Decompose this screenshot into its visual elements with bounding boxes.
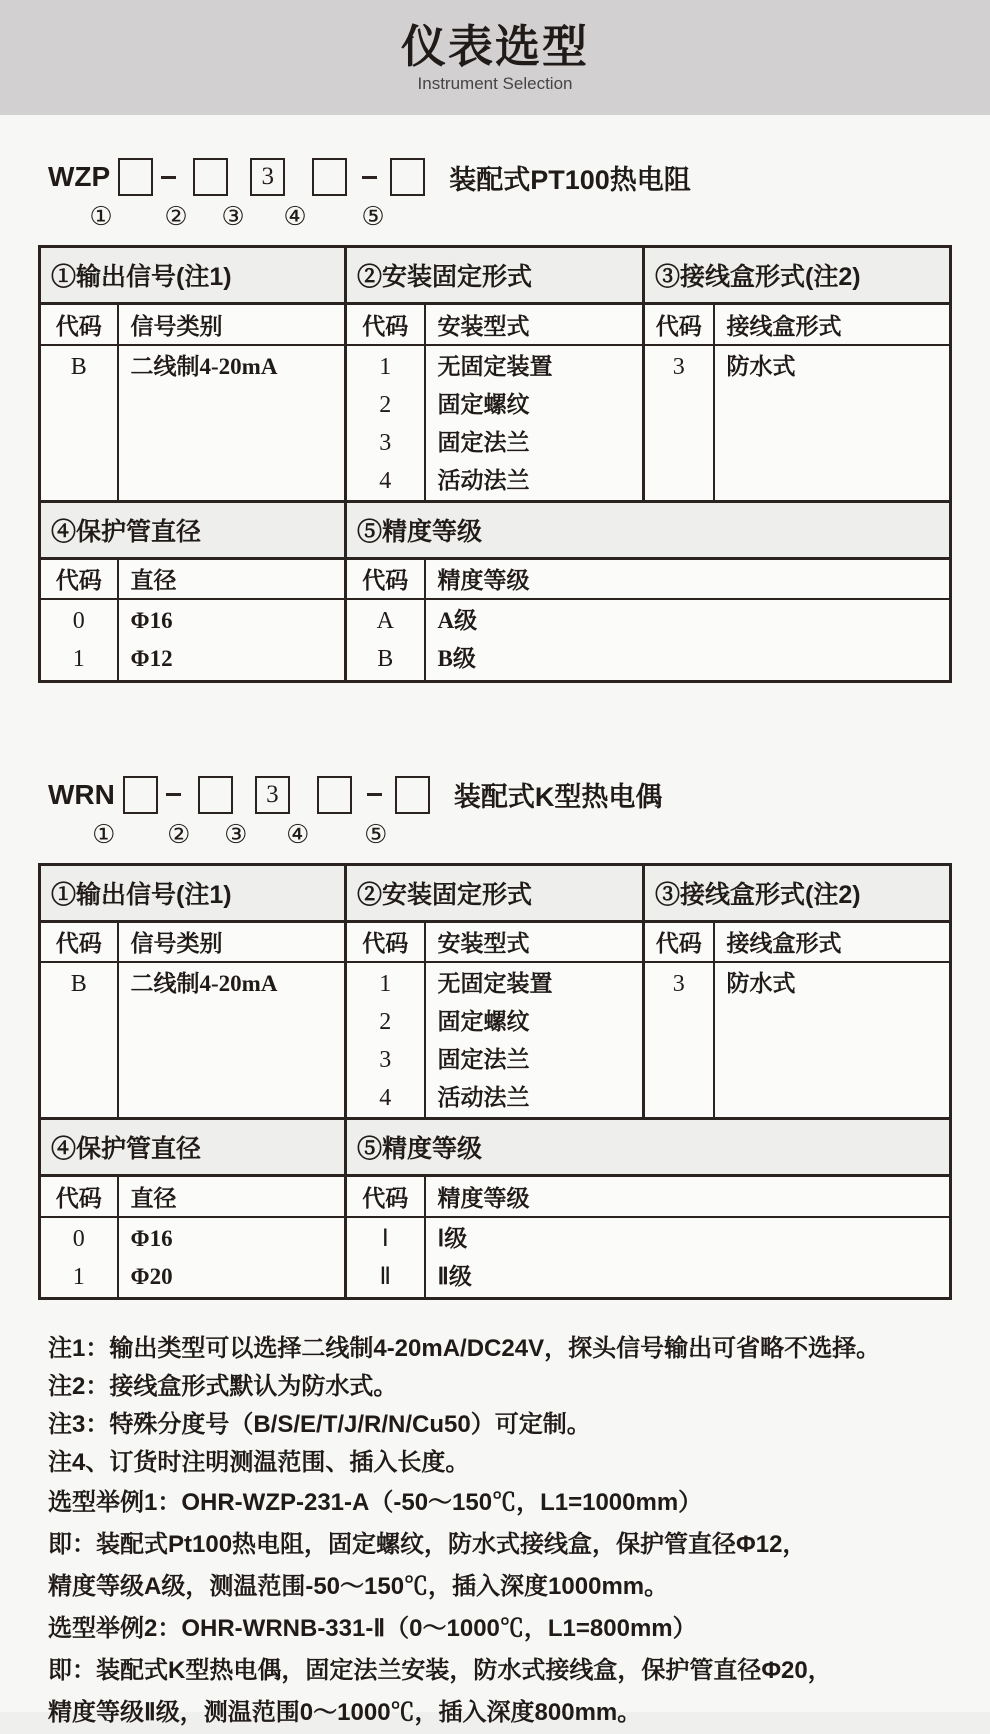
- value-cell: [118, 599, 346, 681]
- wrn-code-box-4: [317, 776, 352, 814]
- code-cell: [644, 962, 714, 1119]
- code-cell: [346, 1217, 425, 1299]
- wzp-code-box-3: 3: [250, 158, 285, 196]
- example-line: 选型举例2：OHR-WRNB-331-Ⅱ（0～1000℃，L1=800mm）: [48, 1615, 697, 1642]
- example-line: 精度等级Ⅱ级，测温范围0～1000℃，插入深度800mm。: [48, 1699, 642, 1726]
- code-header-cell: 代码: [40, 558, 118, 599]
- table-row: [40, 962, 951, 1119]
- note-line: 注4、订货时注明测温范围、插入长度。: [48, 1449, 470, 1476]
- table-row: [40, 345, 951, 502]
- wrn-code-box-1: [123, 776, 158, 814]
- example-line: 即：装配式Pt100热电阻，固定螺纹，防水式接线盒，保护管直径Φ12，: [48, 1531, 807, 1558]
- value-line: B级: [437, 646, 476, 671]
- group-title-cell: ①输出信号(注1): [40, 247, 346, 304]
- code-cell: [40, 345, 118, 502]
- value-line: 固定螺纹: [437, 391, 530, 417]
- value-line: 固定法兰: [437, 1047, 530, 1072]
- value-header-cell: 精度等级: [425, 558, 951, 599]
- page-content: [0, 157, 990, 1734]
- value-cell: [425, 962, 644, 1119]
- code-line: 1: [379, 353, 392, 380]
- table-row: [40, 1119, 951, 1176]
- value-header-cell: 信号类别: [118, 921, 346, 962]
- table-row: [40, 864, 951, 921]
- value-line: 二线制4-20mA: [130, 971, 278, 996]
- wrn-model-prefix: WRN: [48, 778, 115, 810]
- value-header-cell: 接线盒形式: [714, 921, 951, 962]
- group-title-cell: ④保护管直径: [40, 1119, 346, 1176]
- value-cell: [714, 345, 951, 502]
- note-line: 注3：特殊分度号（B/S/E/T/J/R/N/Cu50）可定制。: [48, 1411, 591, 1438]
- position-label-3: ③: [224, 819, 248, 850]
- wrn-position-number-line: [38, 819, 952, 851]
- wzp-code-box-1: [118, 158, 153, 196]
- group-title-cell: ③接线盒形式(注2): [644, 864, 951, 921]
- table-row: [40, 921, 951, 962]
- wzp-code-box-4: [312, 158, 347, 196]
- notes-section: [38, 1330, 952, 1734]
- wzp-code-box-5: [390, 158, 425, 196]
- code-header-cell: 代码: [40, 921, 118, 962]
- wrn-model-code-line: [38, 775, 952, 815]
- code-line: 3: [379, 1047, 392, 1073]
- code-line: B: [377, 646, 394, 672]
- wrn-code-box-5: [395, 776, 430, 814]
- wrn-code-box-2: [198, 776, 233, 814]
- code-cell: [346, 599, 425, 681]
- position-label-4: ④: [283, 202, 307, 232]
- code-cell: [346, 345, 425, 502]
- code-line: 4: [379, 467, 392, 494]
- value-line: 二线制4-20mA: [130, 353, 278, 379]
- value-header-cell: 直径: [118, 558, 346, 599]
- table-row: [40, 599, 951, 681]
- table-row: [40, 247, 951, 304]
- dash-separator: [367, 793, 382, 796]
- position-label-2: ②: [164, 202, 188, 232]
- code-line: 2: [379, 1009, 392, 1035]
- value-cell: [425, 345, 644, 502]
- code-line: 1: [72, 646, 85, 672]
- code-header-cell: 代码: [644, 921, 714, 962]
- code-header-cell: 代码: [346, 558, 425, 599]
- value-line: 无固定装置: [437, 353, 553, 379]
- value-header-cell: 安装型式: [425, 304, 644, 345]
- value-cell: [118, 962, 346, 1119]
- value-cell: [118, 345, 346, 502]
- value-line: 防水式: [726, 353, 796, 379]
- code-line: 3: [672, 353, 685, 380]
- position-label-5: ⑤: [361, 202, 385, 232]
- wzp-product-description: 装配式PT100热电阻: [449, 164, 691, 195]
- position-label-3: ③: [221, 202, 245, 232]
- page-header: [0, 0, 990, 115]
- example-line: 精度等级A级，测温范围-50～150℃，插入深度1000mm。: [48, 1573, 669, 1600]
- code-line: Ⅱ: [379, 1263, 392, 1290]
- code-line: 1: [72, 1263, 85, 1290]
- code-line: A: [376, 608, 394, 634]
- note-line: 注2：接线盒形式默认为防水式。: [48, 1373, 398, 1400]
- product-section-wzp: [38, 157, 952, 683]
- group-title-cell: ①输出信号(注1): [40, 864, 346, 921]
- wrn-code-box-3: 3: [255, 776, 290, 814]
- value-line: 固定法兰: [437, 429, 530, 455]
- code-header-cell: 代码: [346, 304, 425, 345]
- code-line: B: [70, 353, 87, 380]
- code-line: 4: [379, 1085, 392, 1111]
- value-line: 防水式: [726, 971, 796, 996]
- product-section-wrn: [38, 775, 952, 1301]
- dash-separator: [362, 176, 377, 179]
- position-label-1: ①: [92, 819, 116, 850]
- code-line: 0: [72, 608, 85, 634]
- group-title-cell: ③接线盒形式(注2): [644, 247, 951, 304]
- group-title-cell: ②安装固定形式: [346, 247, 644, 304]
- page-title: 仪表选型: [400, 20, 589, 72]
- value-line: 活动法兰: [437, 467, 530, 493]
- wzp-selection-table: [38, 245, 952, 683]
- value-line: 活动法兰: [437, 1085, 530, 1110]
- code-line: 1: [379, 971, 392, 997]
- value-cell: [714, 962, 951, 1119]
- value-header-cell: 精度等级: [425, 1176, 951, 1217]
- value-header-cell: 接线盒形式: [714, 304, 951, 345]
- page-subtitle: Instrument Selection: [417, 74, 573, 94]
- code-cell: [346, 962, 425, 1119]
- value-line: Φ20: [130, 1263, 173, 1289]
- value-line: Φ12: [130, 646, 173, 671]
- position-label-2: ②: [167, 819, 191, 850]
- example-line: 即：装配式K型热电偶，固定法兰安装，防水式接线盒，保护管直径Φ20，: [48, 1657, 832, 1684]
- code-line: Ⅰ: [381, 1225, 389, 1252]
- wzp-position-number-line: [38, 201, 952, 233]
- dash-separator: [166, 793, 181, 796]
- position-label-4: ④: [286, 819, 310, 850]
- wzp-code-box-2: [193, 158, 228, 196]
- wrn-selection-table: [38, 863, 952, 1301]
- code-cell: [40, 599, 118, 681]
- code-header-cell: 代码: [346, 1176, 425, 1217]
- value-line: 无固定装置: [437, 971, 553, 996]
- value-cell: [425, 1217, 951, 1299]
- code-header-cell: 代码: [40, 304, 118, 345]
- value-cell: [118, 1217, 346, 1299]
- wzp-model-code-line: [38, 157, 952, 197]
- wrn-product-description: 装配式K型热电偶: [453, 782, 663, 812]
- value-cell: [425, 599, 951, 681]
- value-line: Ⅱ级: [437, 1263, 472, 1289]
- code-line: 2: [379, 391, 392, 418]
- group-title-cell: ⑤精度等级: [346, 1119, 951, 1176]
- wzp-model-prefix: WZP: [48, 161, 111, 192]
- code-line: B: [70, 971, 87, 997]
- code-line: 0: [72, 1225, 85, 1252]
- table-row: [40, 1217, 951, 1299]
- value-line: Ⅰ级: [437, 1225, 468, 1251]
- value-line: Φ16: [130, 608, 173, 633]
- table-row: [40, 1176, 951, 1217]
- value-header-cell: 直径: [118, 1176, 346, 1217]
- code-cell: [40, 1217, 118, 1299]
- code-line: 3: [672, 971, 685, 997]
- value-header-cell: 信号类别: [118, 304, 346, 345]
- table-row: [40, 501, 951, 558]
- group-title-cell: ②安装固定形式: [346, 864, 644, 921]
- code-line: 3: [379, 429, 392, 456]
- dash-separator: [161, 176, 176, 179]
- table-row: [40, 304, 951, 345]
- table-row: [40, 558, 951, 599]
- group-title-cell: ④保护管直径: [40, 501, 346, 558]
- value-header-cell: 安装型式: [425, 921, 644, 962]
- example-line: 选型举例1：OHR-WZP-231-A（-50～150℃，L1=1000mm）: [48, 1489, 703, 1516]
- value-line: A级: [437, 608, 478, 633]
- value-line: Φ16: [130, 1225, 173, 1251]
- group-title-cell: ⑤精度等级: [346, 501, 951, 558]
- code-header-cell: 代码: [644, 304, 714, 345]
- code-cell: [40, 962, 118, 1119]
- position-label-5: ⑤: [364, 819, 388, 850]
- code-cell: [644, 345, 714, 502]
- position-label-1: ①: [89, 202, 113, 232]
- code-header-cell: 代码: [346, 921, 425, 962]
- value-line: 固定螺纹: [437, 1009, 530, 1034]
- code-header-cell: 代码: [40, 1176, 118, 1217]
- note-line: 注1：输出类型可以选择二线制4-20mA/DC24V，探头信号输出可省略不选择。: [48, 1335, 881, 1362]
